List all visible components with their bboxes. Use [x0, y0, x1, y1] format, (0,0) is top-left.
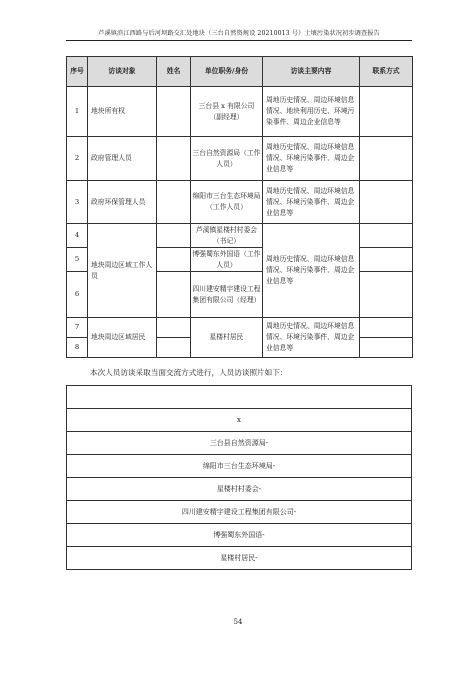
photo-caption: 博强蜀东外国语-	[67, 524, 412, 547]
row-contact	[360, 224, 413, 248]
row-no: 2	[67, 137, 88, 181]
photo-row	[67, 455, 412, 478]
col-header-name: 姓名	[157, 57, 191, 87]
photo-caption: x	[67, 409, 412, 432]
row-no: 6	[67, 272, 88, 318]
row-no: 4	[67, 224, 88, 248]
interview-intro-text: 本次人员访谈采取当面交流方式进行，人员访谈照片如下：	[90, 368, 288, 377]
photo-caption: 绵阳市三台生态环境局-	[67, 455, 412, 478]
table-row	[67, 87, 413, 137]
row-unit: 三台自然资源局（工作人员）	[191, 137, 263, 181]
row-no: 7	[67, 318, 88, 338]
row-unit: 芦溪镇星楼村村委会（书记）	[191, 224, 263, 248]
photo-row	[67, 501, 412, 524]
page-number: 54	[233, 618, 243, 626]
group-unit-residents: 星楼村居民	[191, 318, 263, 358]
row-contact	[360, 248, 413, 272]
row-content: 周地历史情况、周边环境信息情况、环境污染事件、周边企业信息等	[263, 181, 360, 224]
photo-caption: 三台县自然资源局-	[67, 432, 412, 455]
table-row	[67, 181, 413, 224]
row-unit: 绵阳市三台生态环境局（工作人员）	[191, 181, 263, 224]
photo-caption: 星楼村村委会-	[67, 478, 412, 501]
page-header: 芦溪镇滨江西路与后河坝路交汇处地块（三台自然资规设 20210013 号）土壤污染状况初步调查报告	[98, 30, 380, 37]
table-header-row	[67, 57, 413, 87]
row-name	[157, 318, 191, 338]
interview-table	[66, 56, 413, 358]
col-header-unit: 单位职务/身份	[191, 57, 263, 87]
row-contact	[360, 272, 413, 318]
col-header-contact: 联系方式	[360, 57, 413, 87]
row-name	[157, 248, 191, 272]
photo-row	[67, 478, 412, 501]
row-content: 周地历史情况、周边环境信息情况、地块利用历史、环境污染事件、周边企业信息等	[263, 87, 360, 137]
col-header-no: 序号	[67, 57, 88, 87]
row-no: 1	[67, 87, 88, 137]
row-contact	[360, 338, 413, 358]
photo-table	[66, 385, 412, 570]
row-target: 政府管理人员	[88, 137, 157, 181]
row-unit: 博强蜀东外国语（工作人员）	[191, 248, 263, 272]
row-content: 周地历史情况、周边环境信息情况、环境污染事件、周边企业信息等	[263, 137, 360, 181]
row-name	[157, 338, 191, 358]
row-contact	[360, 318, 413, 338]
group-target-residents: 地块周边区域居民	[88, 318, 157, 358]
row-target: 政府环保管理人员	[88, 181, 157, 224]
row-name	[157, 87, 191, 137]
photo-row	[67, 547, 412, 570]
col-header-target: 访谈对象	[88, 57, 157, 87]
photo-row	[67, 409, 412, 432]
photo-caption	[67, 386, 412, 409]
photo-row	[67, 386, 412, 409]
table-row	[67, 318, 413, 338]
group-content-workers: 周地历史情况、周边环境信息情况、环境污染事件、周边企业信息等	[263, 224, 360, 318]
row-no: 3	[67, 181, 88, 224]
row-contact	[360, 87, 413, 137]
row-no: 8	[67, 338, 88, 358]
photo-caption: 星楼村居民-	[67, 547, 412, 570]
group-target-workers: 地块周边区域工作人员	[88, 224, 157, 318]
col-header-content: 访谈主要内容	[263, 57, 360, 87]
row-name	[157, 272, 191, 318]
table-row	[67, 137, 413, 181]
group-content-residents: 周地历史情况、周边环境信息情况、环境污染事件、周边企业信息等	[263, 318, 360, 358]
row-unit: 三台县 x 有限公司（副经理）	[191, 87, 263, 137]
row-name	[157, 181, 191, 224]
row-name	[157, 224, 191, 248]
row-unit: 四川建安精宇建设工程集团有限公司（经理）	[191, 272, 263, 318]
photo-caption: 四川建安精宇建设工程集团有限公司-	[67, 501, 412, 524]
table-row	[67, 224, 413, 248]
row-target: 地块所有权	[88, 87, 157, 137]
photo-row	[67, 524, 412, 547]
row-no: 5	[67, 248, 88, 272]
header-divider	[66, 40, 412, 41]
row-contact	[360, 137, 413, 181]
row-name	[157, 137, 191, 181]
photo-row	[67, 432, 412, 455]
row-contact	[360, 181, 413, 224]
